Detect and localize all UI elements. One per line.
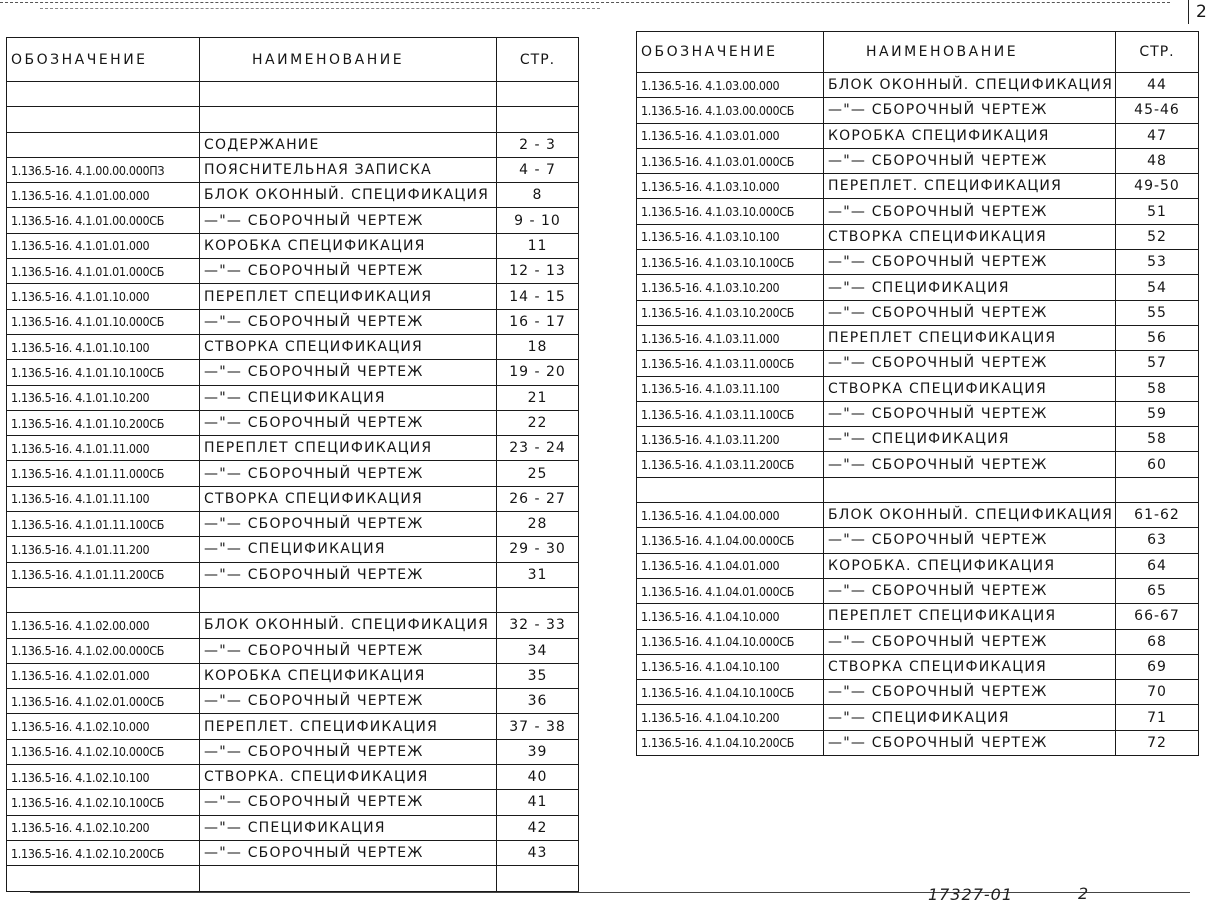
- row-page: 53: [1116, 250, 1199, 275]
- row-page: 41: [497, 790, 579, 815]
- row-code: 1.136.5-16. 4.1.03.00.000СБ: [637, 98, 824, 123]
- row-code: 1.136.5-16. 4.1.01.10.200: [7, 385, 200, 410]
- row-name: КОРОБКА. СПЕЦИФИКАЦИЯ: [824, 553, 1116, 578]
- row-code: 1.136.5-16. 4.1.03.11.000: [637, 325, 824, 350]
- contents-table-left: [6, 37, 579, 892]
- row-name: —"— СБОРОЧНЫЙ ЧЕРТЕЖ: [200, 208, 497, 233]
- row-name: —"— СБОРОЧНЫЙ ЧЕРТЕЖ: [824, 250, 1116, 275]
- table-row: [7, 512, 579, 537]
- row-name: ПЕРЕПЛЕТ СПЕЦИФИКАЦИЯ: [200, 436, 497, 461]
- top-border-line-secondary: [40, 8, 600, 9]
- row-page: 4 - 7: [497, 157, 579, 182]
- table-row: [637, 174, 1199, 199]
- row-name: —"— СПЕЦИФИКАЦИЯ: [824, 275, 1116, 300]
- row-page: 14 - 15: [497, 284, 579, 309]
- row-name: —"— СПЕЦИФИКАЦИЯ: [200, 815, 497, 840]
- row-code: [7, 132, 200, 157]
- table-row: [637, 250, 1199, 275]
- row-page: 23 - 24: [497, 436, 579, 461]
- row-code: 1.136.5-16. 4.1.01.01.000СБ: [7, 259, 200, 284]
- table-row: [637, 427, 1199, 452]
- table-row: [7, 259, 579, 284]
- row-name: КОРОБКА СПЕЦИФИКАЦИЯ: [200, 233, 497, 258]
- row-name: [200, 587, 497, 612]
- row-page: 69: [1116, 654, 1199, 679]
- table-row: [637, 578, 1199, 603]
- row-code: 1.136.5-16. 4.1.01.01.000: [7, 233, 200, 258]
- row-name: ПОЯСНИТЕЛЬНАЯ ЗАПИСКА: [200, 157, 497, 182]
- row-code: 1.136.5-16. 4.1.04.01.000СБ: [637, 578, 824, 603]
- row-code: 1.136.5-16. 4.1.01.11.100СБ: [7, 512, 200, 537]
- row-name: —"— СПЕЦИФИКАЦИЯ: [200, 385, 497, 410]
- row-code: 1.136.5-16. 4.1.04.10.200: [637, 705, 824, 730]
- row-code: 1.136.5-16. 4.1.03.10.200: [637, 275, 824, 300]
- row-code: [7, 587, 200, 612]
- row-page: [497, 82, 579, 107]
- row-code: 1.136.5-16. 4.1.04.00.000: [637, 503, 824, 528]
- row-code: 1.136.5-16. 4.1.03.01.000СБ: [637, 148, 824, 173]
- table-row: [7, 82, 579, 107]
- row-code: 1.136.5-16. 4.1.02.10.000СБ: [7, 739, 200, 764]
- row-name: —"— СБОРОЧНЫЙ ЧЕРТЕЖ: [200, 739, 497, 764]
- row-code: 1.136.5-16. 4.1.01.11.000: [7, 436, 200, 461]
- row-page: 25: [497, 461, 579, 486]
- row-code: 1.136.5-16. 4.1.02.10.100: [7, 765, 200, 790]
- row-name: —"— СБОРОЧНЫЙ ЧЕРТЕЖ: [200, 360, 497, 385]
- table-row: [7, 107, 579, 132]
- row-page: 39: [497, 739, 579, 764]
- table-row: [637, 401, 1199, 426]
- row-code: 1.136.5-16. 4.1.01.11.200: [7, 537, 200, 562]
- row-page: 49-50: [1116, 174, 1199, 199]
- row-code: 1.136.5-16. 4.1.03.01.000: [637, 123, 824, 148]
- row-name: —"— СПЕЦИФИКАЦИЯ: [824, 427, 1116, 452]
- row-name: [200, 866, 497, 891]
- row-code: 1.136.5-16. 4.1.01.11.100: [7, 486, 200, 511]
- table-row: [7, 334, 579, 359]
- row-code: 1.136.5-16. 4.1.03.11.200: [637, 427, 824, 452]
- table-row: [637, 376, 1199, 401]
- table-row: [637, 98, 1199, 123]
- table-row: [7, 385, 579, 410]
- row-code: 1.136.5-16. 4.1.03.10.000: [637, 174, 824, 199]
- row-code: 1.136.5-16. 4.1.03.11.200СБ: [637, 452, 824, 477]
- row-code: 1.136.5-16. 4.1.01.00.000СБ: [7, 208, 200, 233]
- table-row: [637, 275, 1199, 300]
- row-page: 45-46: [1116, 98, 1199, 123]
- row-code: 1.136.5-16. 4.1.04.10.100СБ: [637, 680, 824, 705]
- row-code: 1.136.5-16. 4.1.01.00.000: [7, 183, 200, 208]
- row-name: —"— СБОРОЧНЫЙ ЧЕРТЕЖ: [200, 638, 497, 663]
- row-code: 1.136.5-16. 4.1.04.00.000СБ: [637, 528, 824, 553]
- row-name: БЛОК ОКОННЫЙ. СПЕЦИФИКАЦИЯ: [824, 503, 1116, 528]
- table-row: [7, 790, 579, 815]
- row-page: 44: [1116, 73, 1199, 98]
- row-code: 1.136.5-16. 4.1.04.10.000СБ: [637, 629, 824, 654]
- table-row: [7, 638, 579, 663]
- row-code: 1.136.5-16. 4.1.04.01.000: [637, 553, 824, 578]
- row-code: 1.136.5-16. 4.1.01.11.000СБ: [7, 461, 200, 486]
- row-page: [497, 107, 579, 132]
- row-name: —"— СБОРОЧНЫЙ ЧЕРТЕЖ: [824, 629, 1116, 654]
- row-name: —"— СБОРОЧНЫЙ ЧЕРТЕЖ: [824, 98, 1116, 123]
- row-page: 32 - 33: [497, 613, 579, 638]
- row-name: —"— СБОРОЧНЫЙ ЧЕРТЕЖ: [200, 840, 497, 865]
- table-row: [7, 360, 579, 385]
- row-name: СТВОРКА СПЕЦИФИКАЦИЯ: [200, 486, 497, 511]
- table-row: [637, 503, 1199, 528]
- row-name: —"— СБОРОЧНЫЙ ЧЕРТЕЖ: [824, 730, 1116, 755]
- table-row: [7, 815, 579, 840]
- row-code: 1.136.5-16. 4.1.03.10.200СБ: [637, 300, 824, 325]
- table-row: [7, 132, 579, 157]
- row-name: —"— СБОРОЧНЫЙ ЧЕРТЕЖ: [200, 461, 497, 486]
- row-name: ПЕРЕПЛЕТ СПЕЦИФИКАЦИЯ: [824, 604, 1116, 629]
- row-page: 72: [1116, 730, 1199, 755]
- row-name: СТВОРКА СПЕЦИФИКАЦИЯ: [824, 654, 1116, 679]
- table-row: [7, 765, 579, 790]
- row-page: 55: [1116, 300, 1199, 325]
- row-name: СТВОРКА. СПЕЦИФИКАЦИЯ: [200, 765, 497, 790]
- table-row: [637, 351, 1199, 376]
- row-page: [497, 866, 579, 891]
- table-row: [7, 587, 579, 612]
- header-page: СТР.: [497, 38, 579, 82]
- row-page: 12 - 13: [497, 259, 579, 284]
- table-row: [637, 528, 1199, 553]
- row-name: —"— СБОРОЧНЫЙ ЧЕРТЕЖ: [200, 689, 497, 714]
- row-code: [7, 82, 200, 107]
- row-page: 58: [1116, 427, 1199, 452]
- row-name: ПЕРЕПЛЕТ СПЕЦИФИКАЦИЯ: [200, 284, 497, 309]
- row-name: КОРОБКА СПЕЦИФИКАЦИЯ: [824, 123, 1116, 148]
- row-name: —"— СБОРОЧНЫЙ ЧЕРТЕЖ: [824, 300, 1116, 325]
- row-page: 56: [1116, 325, 1199, 350]
- row-code: 1.136.5-16. 4.1.01.10.000: [7, 284, 200, 309]
- row-name: БЛОК ОКОННЫЙ. СПЕЦИФИКАЦИЯ: [824, 73, 1116, 98]
- table-row: [7, 486, 579, 511]
- table-row: [637, 325, 1199, 350]
- row-name: [200, 107, 497, 132]
- row-code: 1.136.5-16. 4.1.03.10.100: [637, 224, 824, 249]
- table-row: [7, 613, 579, 638]
- header-code: ОБОЗНАЧЕНИЕ: [7, 38, 200, 82]
- row-page: 43: [497, 840, 579, 865]
- row-code: 1.136.5-16. 4.1.01.10.000СБ: [7, 309, 200, 334]
- row-page: 57: [1116, 351, 1199, 376]
- row-name: —"— СБОРОЧНЫЙ ЧЕРТЕЖ: [200, 410, 497, 435]
- table-row: [637, 477, 1199, 502]
- row-page: 70: [1116, 680, 1199, 705]
- row-name: —"— СБОРОЧНЫЙ ЧЕРТЕЖ: [824, 351, 1116, 376]
- row-name: —"— СБОРОЧНЫЙ ЧЕРТЕЖ: [200, 259, 497, 284]
- table-row: [7, 840, 579, 865]
- table-row: [637, 148, 1199, 173]
- row-code: 1.136.5-16. 4.1.02.10.200: [7, 815, 200, 840]
- row-page: 64: [1116, 553, 1199, 578]
- row-code: 1.136.5-16. 4.1.04.10.200СБ: [637, 730, 824, 755]
- row-code: 1.136.5-16. 4.1.01.11.200СБ: [7, 562, 200, 587]
- row-code: 1.136.5-16. 4.1.03.00.000: [637, 73, 824, 98]
- row-name: БЛОК ОКОННЫЙ. СПЕЦИФИКАЦИЯ: [200, 183, 497, 208]
- row-page: 40: [497, 765, 579, 790]
- row-code: 1.136.5-16. 4.1.02.01.000СБ: [7, 689, 200, 714]
- table-row: [637, 553, 1199, 578]
- table-row: [637, 730, 1199, 755]
- row-page: 63: [1116, 528, 1199, 553]
- row-name: —"— СБОРОЧНЫЙ ЧЕРТЕЖ: [824, 578, 1116, 603]
- row-code: 1.136.5-16. 4.1.03.10.100СБ: [637, 250, 824, 275]
- row-page: 65: [1116, 578, 1199, 603]
- row-code: 1.136.5-16. 4.1.03.11.000СБ: [637, 351, 824, 376]
- row-page: 42: [497, 815, 579, 840]
- row-name: —"— СБОРОЧНЫЙ ЧЕРТЕЖ: [824, 199, 1116, 224]
- row-page: 61-62: [1116, 503, 1199, 528]
- footer-document-code: 17327-01: [928, 885, 1014, 904]
- table-row: [7, 739, 579, 764]
- row-code: 1.136.5-16. 4.1.02.10.200СБ: [7, 840, 200, 865]
- row-page: 29 - 30: [497, 537, 579, 562]
- row-name: —"— СБОРОЧНЫЙ ЧЕРТЕЖ: [824, 401, 1116, 426]
- row-page: [1116, 477, 1199, 502]
- footer-sheet-number: 2: [1078, 884, 1089, 903]
- row-name: ПЕРЕПЛЕТ. СПЕЦИФИКАЦИЯ: [200, 714, 497, 739]
- row-name: —"— СБОРОЧНЫЙ ЧЕРТЕЖ: [200, 790, 497, 815]
- row-page: 11: [497, 233, 579, 258]
- row-name: БЛОК ОКОННЫЙ. СПЕЦИФИКАЦИЯ: [200, 613, 497, 638]
- row-page: 21: [497, 385, 579, 410]
- row-name: —"— СБОРОЧНЫЙ ЧЕРТЕЖ: [824, 148, 1116, 173]
- table-row: [7, 537, 579, 562]
- row-page: 35: [497, 663, 579, 688]
- row-name: —"— СБОРОЧНЫЙ ЧЕРТЕЖ: [200, 512, 497, 537]
- table-row: [7, 183, 579, 208]
- row-name: —"— СБОРОЧНЫЙ ЧЕРТЕЖ: [824, 680, 1116, 705]
- row-name: —"— СПЕЦИФИКАЦИЯ: [200, 537, 497, 562]
- row-page: 71: [1116, 705, 1199, 730]
- row-page: 2 - 3: [497, 132, 579, 157]
- row-page: 51: [1116, 199, 1199, 224]
- row-name: СТВОРКА СПЕЦИФИКАЦИЯ: [200, 334, 497, 359]
- row-page: 54: [1116, 275, 1199, 300]
- row-page: 60: [1116, 452, 1199, 477]
- row-code: 1.136.5-16. 4.1.02.01.000: [7, 663, 200, 688]
- table-row: [637, 604, 1199, 629]
- table-row: [7, 410, 579, 435]
- row-name: —"— СБОРОЧНЫЙ ЧЕРТЕЖ: [200, 309, 497, 334]
- table-row: [637, 199, 1199, 224]
- row-code: [637, 477, 824, 502]
- row-page: 9 - 10: [497, 208, 579, 233]
- row-code: 1.136.5-16. 4.1.03.11.100: [637, 376, 824, 401]
- row-name: СТВОРКА СПЕЦИФИКАЦИЯ: [824, 376, 1116, 401]
- row-code: 1.136.5-16. 4.1.01.10.100: [7, 334, 200, 359]
- table-row: [7, 866, 579, 891]
- row-page: 26 - 27: [497, 486, 579, 511]
- table-row: [637, 654, 1199, 679]
- top-border-line: [0, 2, 1170, 3]
- row-name: ПЕРЕПЛЕТ СПЕЦИФИКАЦИЯ: [824, 325, 1116, 350]
- row-code: 1.136.5-16. 4.1.03.10.000СБ: [637, 199, 824, 224]
- row-page: 8: [497, 183, 579, 208]
- table-row: [637, 452, 1199, 477]
- row-page: 22: [497, 410, 579, 435]
- header-name: НАИМЕНОВАНИЕ: [824, 32, 1116, 73]
- row-page: 59: [1116, 401, 1199, 426]
- row-code: 1.136.5-16. 4.1.01.10.100СБ: [7, 360, 200, 385]
- table-row: [7, 714, 579, 739]
- row-page: 52: [1116, 224, 1199, 249]
- table-row: [637, 680, 1199, 705]
- row-name: [824, 477, 1116, 502]
- row-name: —"— СБОРОЧНЫЙ ЧЕРТЕЖ: [200, 562, 497, 587]
- table-row: [637, 123, 1199, 148]
- table-row: [7, 562, 579, 587]
- sheet-number: 2: [1196, 2, 1207, 22]
- row-page: 18: [497, 334, 579, 359]
- row-page: 31: [497, 562, 579, 587]
- table-row: [7, 157, 579, 182]
- row-name: —"— СБОРОЧНЫЙ ЧЕРТЕЖ: [824, 528, 1116, 553]
- row-name: КОРОБКА СПЕЦИФИКАЦИЯ: [200, 663, 497, 688]
- row-code: 1.136.5-16. 4.1.01.10.200СБ: [7, 410, 200, 435]
- row-name: —"— СПЕЦИФИКАЦИЯ: [824, 705, 1116, 730]
- row-page: 68: [1116, 629, 1199, 654]
- table-row: [637, 629, 1199, 654]
- row-code: 1.136.5-16. 4.1.02.10.100СБ: [7, 790, 200, 815]
- row-code: [7, 866, 200, 891]
- header-name: НАИМЕНОВАНИЕ: [200, 38, 497, 82]
- row-code: 1.136.5-16. 4.1.04.10.100: [637, 654, 824, 679]
- header-row: [7, 38, 579, 82]
- row-name: [200, 82, 497, 107]
- table-row: [7, 689, 579, 714]
- row-name: СТВОРКА СПЕЦИФИКАЦИЯ: [824, 224, 1116, 249]
- row-name: СОДЕРЖАНИЕ: [200, 132, 497, 157]
- row-page: 19 - 20: [497, 360, 579, 385]
- table-row: [637, 224, 1199, 249]
- row-page: 66-67: [1116, 604, 1199, 629]
- header-page: СТР.: [1116, 32, 1199, 73]
- row-code: 1.136.5-16. 4.1.02.10.000: [7, 714, 200, 739]
- table-row: [7, 309, 579, 334]
- table-row: [7, 436, 579, 461]
- row-name: ПЕРЕПЛЕТ. СПЕЦИФИКАЦИЯ: [824, 174, 1116, 199]
- contents-table-right: [636, 31, 1199, 756]
- header-code: ОБОЗНАЧЕНИЕ: [637, 32, 824, 73]
- header-row: [637, 32, 1199, 73]
- row-page: 47: [1116, 123, 1199, 148]
- row-code: 1.136.5-16. 4.1.03.11.100СБ: [637, 401, 824, 426]
- row-page: 37 - 38: [497, 714, 579, 739]
- table-row: [637, 705, 1199, 730]
- table-row: [637, 73, 1199, 98]
- row-code: 1.136.5-16. 4.1.02.00.000: [7, 613, 200, 638]
- row-page: 58: [1116, 376, 1199, 401]
- row-page: 16 - 17: [497, 309, 579, 334]
- row-code: [7, 107, 200, 132]
- row-code: 1.136.5-16. 4.1.02.00.000СБ: [7, 638, 200, 663]
- table-row: [7, 284, 579, 309]
- row-page: 34: [497, 638, 579, 663]
- table-row: [7, 233, 579, 258]
- table-row: [7, 663, 579, 688]
- row-code: 1.136.5-16. 4.1.04.10.000: [637, 604, 824, 629]
- row-code: 1.136.5-16. 4.1.00.00.000ПЗ: [7, 157, 200, 182]
- row-name: —"— СБОРОЧНЫЙ ЧЕРТЕЖ: [824, 452, 1116, 477]
- row-page: 28: [497, 512, 579, 537]
- bottom-border-line: [30, 892, 1190, 893]
- table-row: [7, 461, 579, 486]
- row-page: 48: [1116, 148, 1199, 173]
- row-page: 36: [497, 689, 579, 714]
- table-row: [637, 300, 1199, 325]
- row-page: [497, 587, 579, 612]
- table-row: [7, 208, 579, 233]
